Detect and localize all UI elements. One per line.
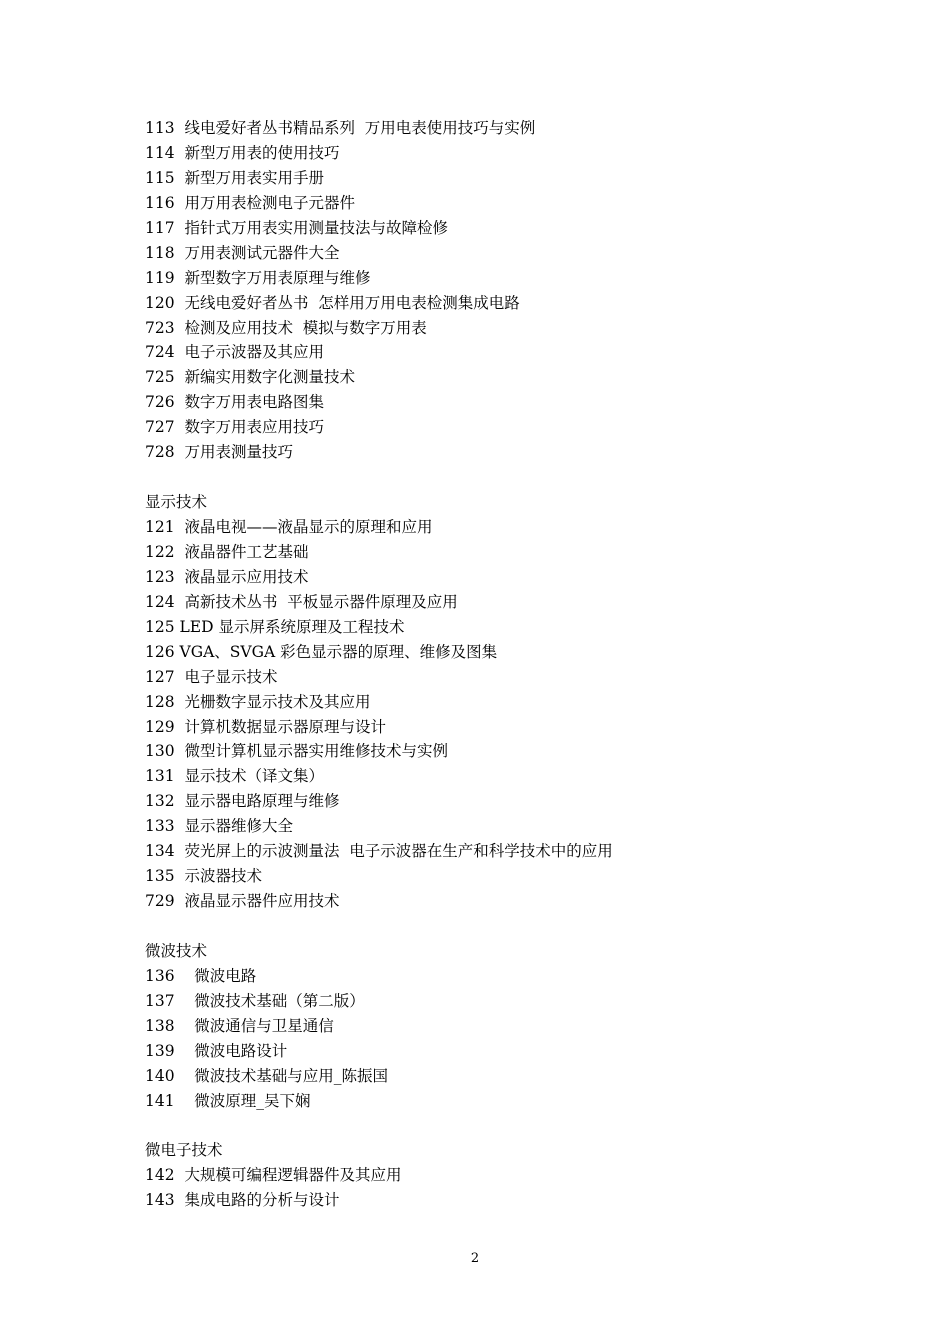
book-list [145, 116, 905, 1213]
list-item: 127 电子显示技术 [145, 667, 278, 686]
list-item: 113 线电爱好者丛书精品系列 万用电表使用技巧与实例 [145, 119, 536, 137]
list-item: 125 LED 显示屏系统原理及工程技术 [145, 617, 405, 636]
list-item: 129 计算机数据显示器原理与设计 [145, 717, 386, 736]
list-item: 139 微波电路设计 [145, 1041, 288, 1060]
list-item: 131 显示技术（译文集） [145, 767, 324, 786]
list-item: 142 大规模可编程逻辑器件及其应用 [145, 1166, 402, 1185]
section-heading: 微波技术 [145, 941, 208, 960]
list-item: 137 微波技术基础（第二版） [145, 991, 365, 1010]
list-item: 114 新型万用表的使用技巧 [145, 143, 340, 162]
list-item: 723 检测及应用技术 模拟与数字万用表 [145, 318, 427, 337]
list-item: 123 液晶显示应用技术 [145, 567, 309, 586]
blank-line [145, 914, 905, 939]
list-item: 140 微波技术基础与应用_陈振国 [145, 1066, 389, 1085]
list-item: 130 微型计算机显示器实用维修技术与实例 [145, 742, 448, 761]
list-item: 141 微波原理_吴下娴 [145, 1091, 311, 1110]
list-item: 128 光栅数字显示技术及其应用 [145, 692, 371, 711]
section-heading: 微电子技术 [145, 1141, 223, 1160]
list-item: 120 无线电爱好者丛书 怎样用万用电表检测集成电路 [145, 293, 520, 312]
list-item: 121 液晶电视——液晶显示的原理和应用 [145, 518, 433, 536]
list-item: 727 数字万用表应用技巧 [145, 418, 324, 437]
list-item: 728 万用表测量技巧 [145, 443, 293, 462]
list-item: 134 荧光屏上的示波测量法 电子示波器在生产和科学技术中的应用 [145, 842, 613, 861]
list-item: 132 显示器电路原理与维修 [145, 792, 340, 811]
list-item: 725 新编实用数字化测量技术 [145, 368, 355, 387]
section-heading: 显示技术 [145, 493, 208, 512]
list-item: 115 新型万用表实用手册 [145, 168, 324, 187]
list-item: 119 新型数字万用表原理与维修 [145, 268, 371, 287]
list-item: 138 微波通信与卫星通信 [145, 1016, 334, 1035]
list-item: 724 电子示波器及其应用 [145, 343, 324, 362]
page-number: 2 [470, 1251, 480, 1266]
list-item: 118 万用表测试元器件大全 [145, 243, 340, 262]
blank-line [145, 465, 905, 490]
list-item: 726 数字万用表电路图集 [145, 393, 324, 412]
list-item: 133 显示器维修大全 [145, 817, 293, 836]
list-item: 729 液晶显示器件应用技术 [145, 892, 340, 911]
list-item: 126 VGA、SVGA 彩色显示器的原理、维修及图集 [145, 642, 498, 661]
list-item: 116 用万用表检测电子元器件 [145, 193, 355, 212]
list-item: 135 示波器技术 [145, 867, 262, 886]
list-item: 136 微波电路 [145, 966, 257, 985]
list-item: 143 集成电路的分析与设计 [145, 1191, 340, 1210]
list-item: 124 高新技术丛书 平板显示器件原理及应用 [145, 592, 458, 611]
list-item: 117 指针式万用表实用测量技法与故障检修 [145, 218, 448, 237]
blank-line [145, 1114, 905, 1139]
list-item: 122 液晶器件工艺基础 [145, 542, 309, 561]
